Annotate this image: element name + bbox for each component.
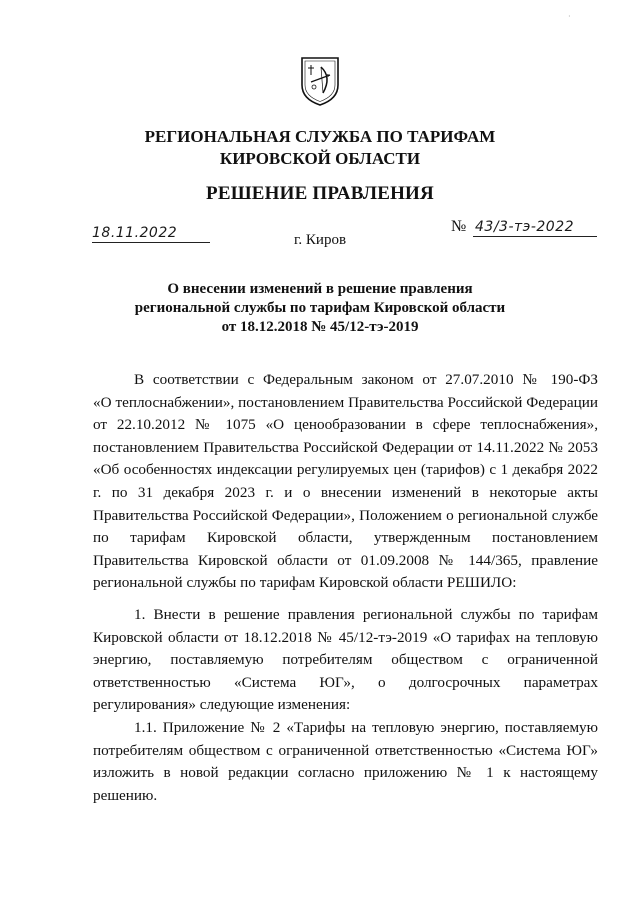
text-line: изложить в новой редакции согласно приложению № 1 к настоящему	[93, 764, 598, 782]
text-line: от 22.10.2012 № 1075 «О ценообразовании в сфере теплоснабжения»,	[93, 416, 598, 434]
text-line: г. по 31 декабря 2023 г. и о внесении изменений в некоторые акты	[93, 483, 598, 501]
text-line: В соответствии с Федеральным законом от 27.07.2010 № 190-ФЗ	[134, 371, 598, 388]
kirov-coat-of-arms-icon	[299, 55, 341, 107]
text-line: «Об особенностях индексации регулируемых цен (тарифов) с 1 декабря 2022	[93, 461, 598, 479]
text-line: потребителям обществом с ограниченной ответственностью «Система ЮГ»	[93, 741, 598, 759]
decision-number: 43/3-тэ-2022	[475, 219, 575, 235]
subject-heading	[0, 280, 640, 337]
text-line: 1.1. Приложение № 2 «Тарифы на тепловую энергию, поставляемую	[134, 719, 598, 736]
text-line: 1. Внести в решение правления региональной службы по тарифам	[134, 606, 598, 623]
scan-mark: ·	[568, 12, 571, 21]
text-line: энергию, поставляемую потребителям обществом с ограниченной	[93, 651, 598, 669]
decision-date: 18.11.2022	[92, 225, 178, 241]
organization-name-line2: КИРОВСКОЙ ОБЛАСТИ	[219, 149, 421, 168]
city: г. Киров	[293, 232, 347, 248]
text-line: ответственностью «Система ЮГ», о долгосрочных параметрах	[93, 673, 598, 691]
text-line: решению.	[93, 786, 158, 804]
text-line: Правительства Российской Федерации», Положением о региональной службе	[93, 506, 598, 524]
text-line: постановлением Правительства Российской Федерации от 14.11.2022 № 2053	[93, 438, 598, 456]
organization-name-line1: РЕГИОНАЛЬНАЯ СЛУЖБА ПО ТАРИФАМ	[144, 127, 496, 146]
text-line: региональной службы по тарифам Кировской области РЕШИЛО:	[93, 574, 517, 592]
subject-line: от 18.12.2018 № 45/12-тэ-2019	[221, 319, 419, 335]
subject-line: О внесении изменений в решение правления	[167, 281, 473, 297]
text-line: Правительства Кировской области от 01.09.2008 № 144/365, правление	[93, 551, 598, 569]
text-line: по тарифам Кировской области, утвержденным постановлением	[93, 529, 598, 547]
document-title: РЕШЕНИЕ ПРАВЛЕНИЯ	[206, 183, 434, 204]
paragraph-item-1	[93, 604, 598, 717]
subject-line: региональной службы по тарифам Кировской области	[134, 300, 506, 316]
number-sign: №	[451, 218, 467, 235]
paragraph-item-1-1	[93, 717, 598, 807]
paragraph-preamble	[93, 369, 598, 595]
text-line: Кировской области от 18.12.2018 № 45/12-тэ-2019 «О тарифах на тепловую	[93, 628, 598, 646]
text-line: «О теплоснабжении», постановлением Правительства Российской Федерации	[93, 393, 598, 411]
text-line: регулирования» следующие изменения:	[93, 696, 351, 714]
